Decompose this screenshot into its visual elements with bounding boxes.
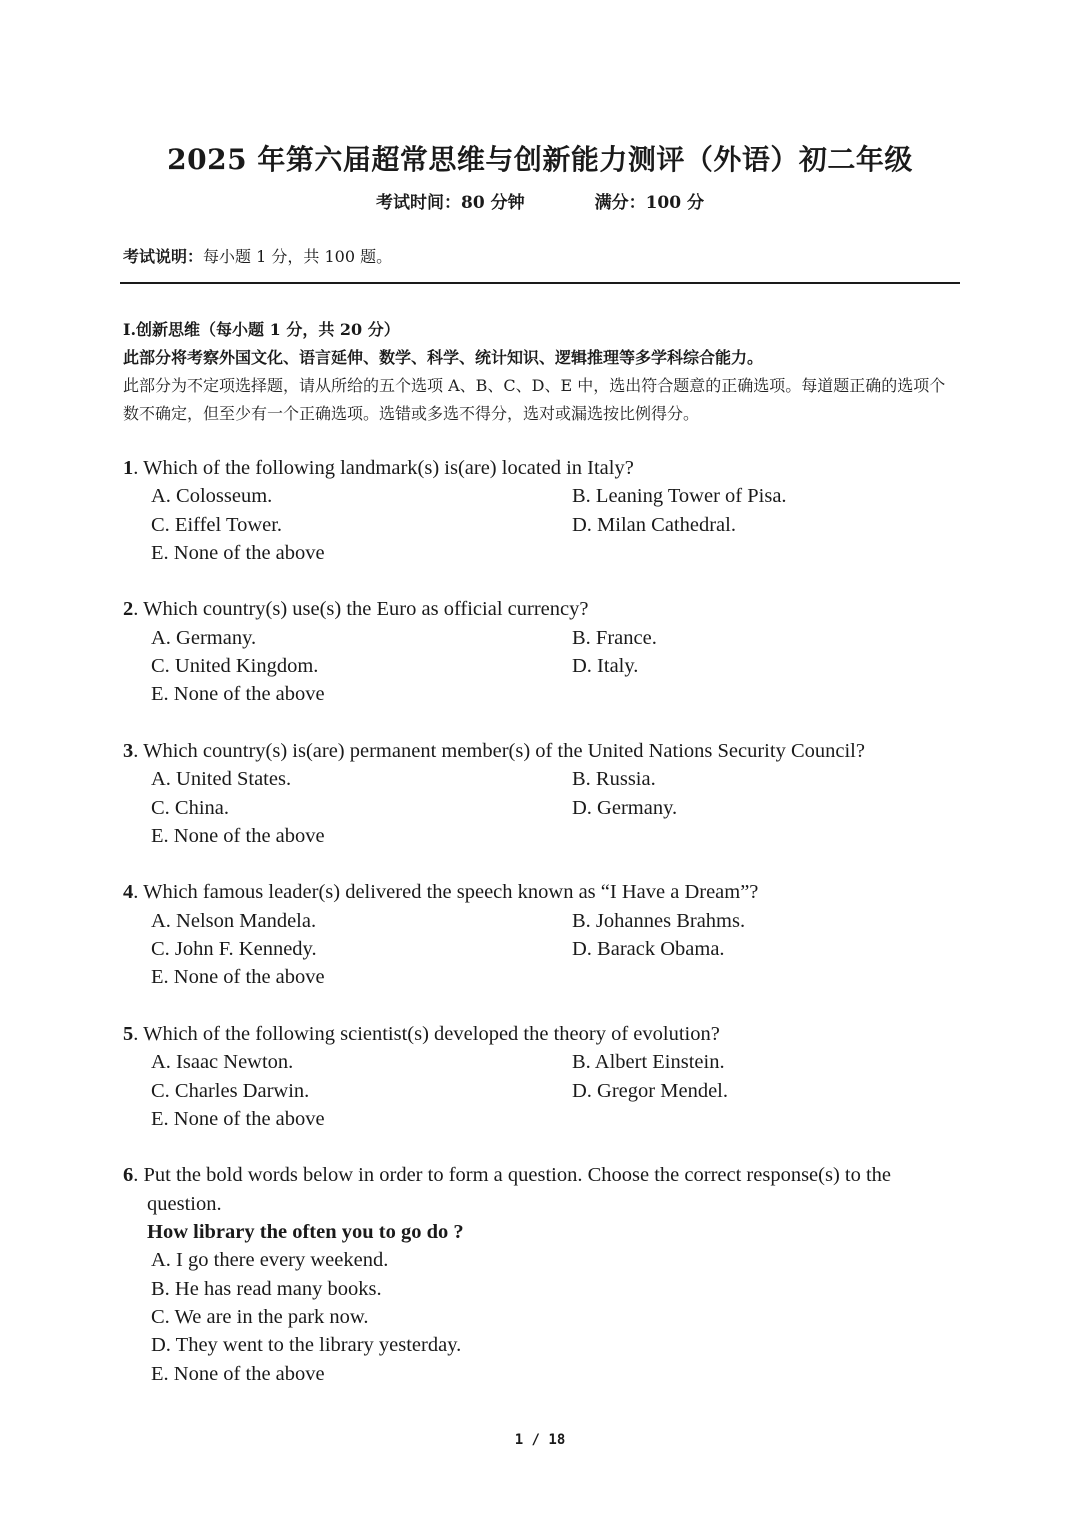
question-6 — [123, 1161, 963, 1387]
section-description: 此部分为不定项选择题，请从所给的五个选项 A、B、C、D、E 中，选出符合题意的正确选项。每道题正确的选项个数不确定，但至少有一个正确选项。选错或多选不得分，选对或漏选按比例得分。 — [123, 376, 946, 423]
option-grid — [123, 765, 963, 850]
option-d: D. They went to the library yesterday. — [151, 1334, 462, 1357]
option-a: A. Isaac Newton. — [151, 1051, 294, 1074]
page-number: 1 / 18 — [514, 1432, 566, 1448]
option-a: A. Colosseum. — [151, 485, 273, 508]
question-text: . Which famous leader(s) delivered the speech known as “I Have a Dream”? — [133, 881, 759, 904]
option-c: C. Eiffel Tower. — [151, 513, 283, 536]
section-subheading: 此部分将考察外国文化、语言延伸、数学、科学、统计知识、逻辑推理等多学科综合能力。 — [123, 348, 764, 367]
question-5 — [123, 1020, 963, 1133]
exam-time: 考试时间：80 分钟 — [376, 193, 525, 213]
question-list — [123, 454, 963, 1416]
option-list — [123, 1246, 963, 1387]
option-b: B. He has read many books. — [151, 1277, 382, 1300]
option-e: E. None of the above — [151, 683, 325, 706]
option-a: A. I go there every weekend. — [151, 1249, 389, 1272]
option-e: E. None of the above — [151, 1107, 325, 1130]
question-text: . Which country(s) use(s) the Euro as official currency? — [133, 598, 589, 621]
option-grid — [123, 1048, 963, 1133]
exam-instructions — [123, 244, 392, 267]
option-a: A. Nelson Mandela. — [151, 909, 317, 932]
option-c: C. We are in the park now. — [151, 1305, 369, 1328]
option-b: B. Russia. — [572, 768, 656, 791]
option-a: A. Germany. — [151, 626, 257, 649]
option-grid — [123, 482, 963, 567]
exam-full-score: 满分：100 分 — [594, 193, 704, 213]
option-c: C. China. — [151, 796, 230, 819]
option-a: A. United States. — [151, 768, 292, 791]
option-d: D. Gregor Mendel. — [572, 1079, 728, 1102]
question-stem — [123, 595, 963, 623]
question-text: . Put the bold words below in order to form a question. Choose the correct response(s) to the — [133, 1164, 892, 1187]
question-3 — [123, 737, 963, 850]
option-c: C. John F. Kennedy. — [151, 938, 317, 961]
question-4 — [123, 878, 963, 991]
option-d: D. Italy. — [572, 655, 639, 678]
option-b: B. Johannes Brahms. — [572, 909, 746, 932]
question-text: . Which country(s) is(are) permanent member(s) of the United Nations Security Council? — [133, 739, 865, 762]
option-d: D. Germany. — [572, 796, 678, 819]
option-b: B. Leaning Tower of Pisa. — [572, 485, 787, 508]
question-stem — [123, 878, 963, 906]
question-number: 4 — [123, 881, 134, 904]
option-e: E. None of the above — [151, 1362, 325, 1385]
option-grid — [123, 907, 963, 992]
option-d: D. Barack Obama. — [572, 938, 725, 961]
question-number: 6 — [123, 1164, 134, 1187]
option-c: C. Charles Darwin. — [151, 1079, 310, 1102]
question-stem — [123, 454, 963, 482]
option-c: C. United Kingdom. — [151, 655, 319, 678]
option-e: E. None of the above — [151, 541, 325, 564]
question-text: . Which of the following scientist(s) developed the theory of evolution? — [133, 1022, 720, 1045]
option-e: E. None of the above — [151, 824, 325, 847]
option-grid — [123, 624, 963, 709]
question-stem — [123, 1161, 963, 1189]
section-intro — [123, 316, 961, 428]
question-number: 2 — [123, 598, 134, 621]
question-text: . Which of the following landmark(s) is(are) located in Italy? — [133, 457, 634, 479]
page-title: 2025 年第六届超常思维与创新能力测评（外语）初二年级 — [167, 143, 913, 176]
question-stem — [123, 1020, 963, 1048]
option-b: B. France. — [572, 626, 657, 649]
option-e: E. None of the above — [151, 966, 325, 989]
question-text-continued: question. — [147, 1192, 222, 1215]
question-number: 5 — [123, 1022, 134, 1045]
instructions-text: 每小题 1 分，共 100 题。 — [203, 247, 393, 266]
question-1 — [123, 454, 963, 567]
bold-scrambled-words: How library the often you to go do ? — [147, 1221, 464, 1244]
header-divider — [120, 282, 960, 284]
exam-meta — [0, 188, 1080, 213]
question-number: 3 — [123, 739, 134, 762]
instructions-label: 考试说明： — [123, 247, 204, 266]
option-b: B. Albert Einstein. — [572, 1051, 725, 1074]
section-heading: I.创新思维（每小题 1 分，共 20 分） — [123, 320, 400, 339]
question-stem — [123, 737, 963, 765]
question-number: 1 — [123, 457, 134, 479]
question-2 — [123, 595, 963, 708]
option-d: D. Milan Cathedral. — [572, 513, 736, 536]
